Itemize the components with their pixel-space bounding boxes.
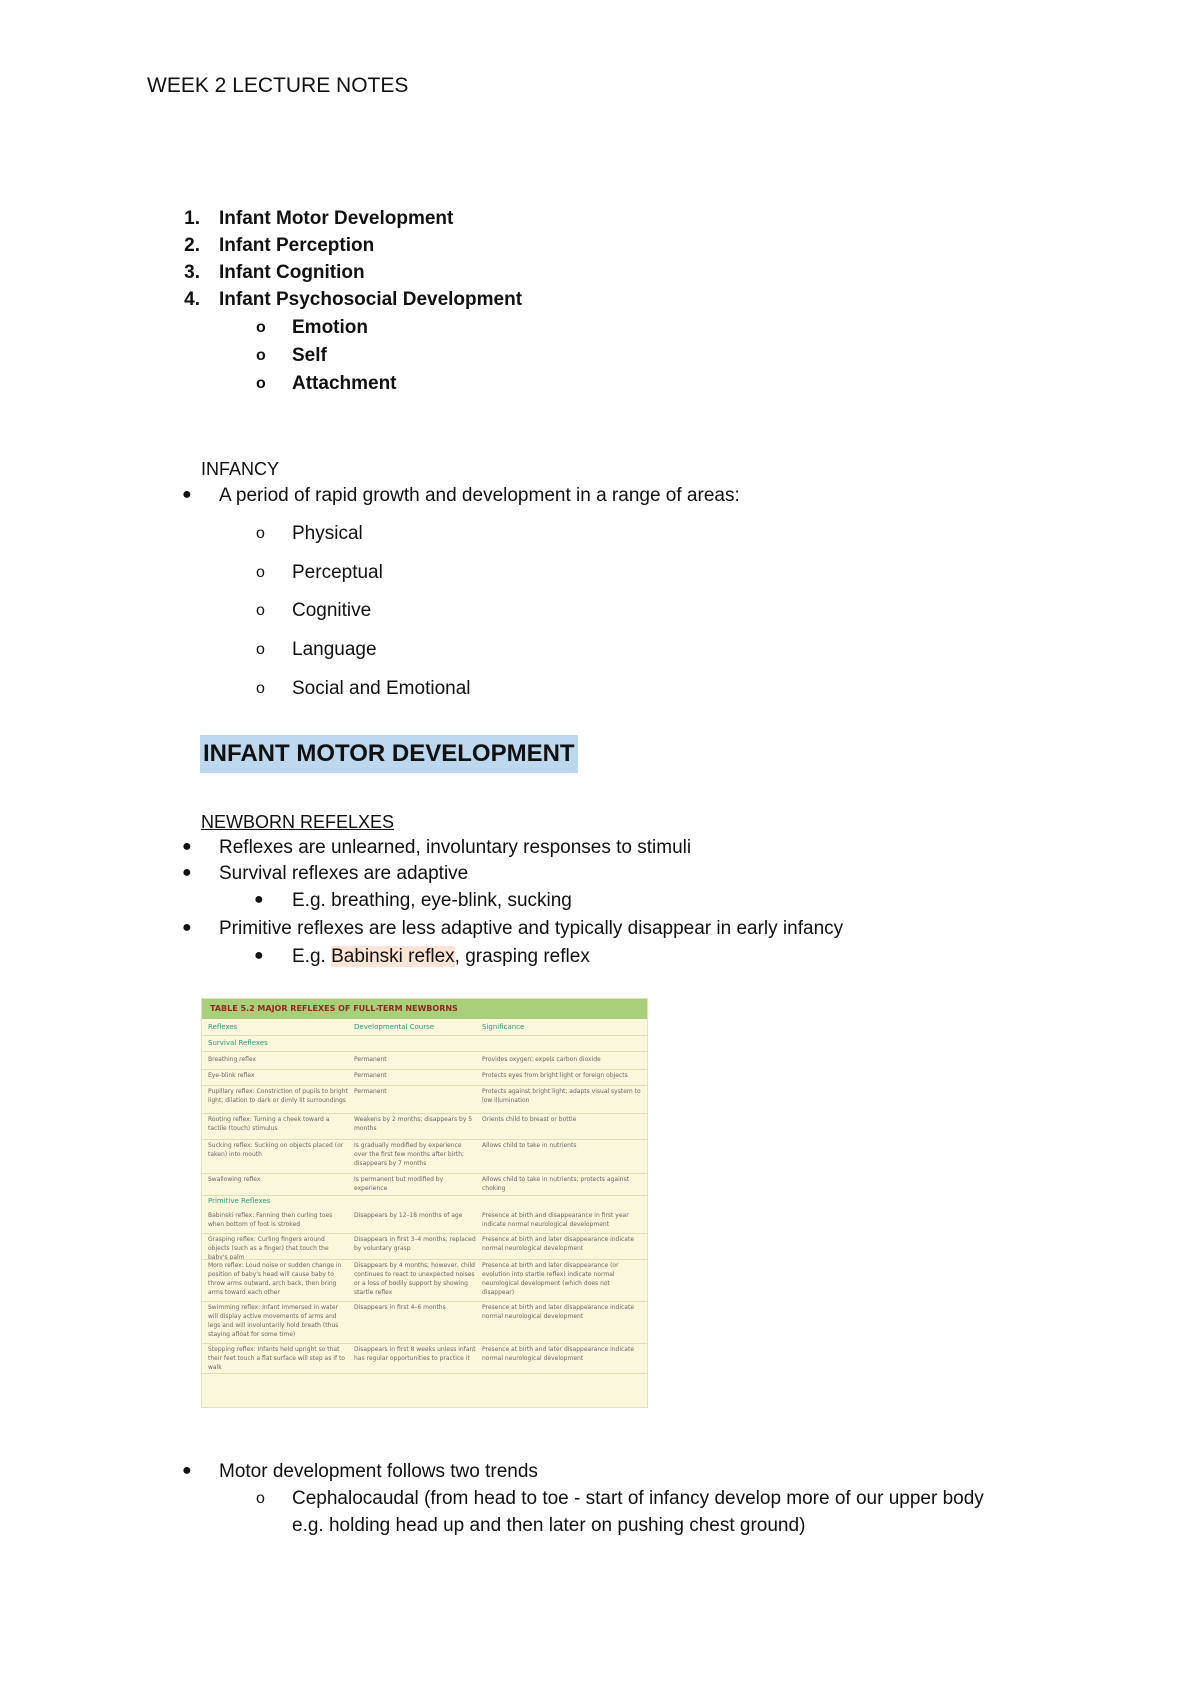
bullet-icon: ● — [182, 864, 192, 881]
primitive-row-cell: Presence at birth and later disappearance indicate normal neurological development — [482, 1236, 635, 1252]
topic-number: 4. — [184, 289, 200, 310]
survival-row-cell: Weakens by 2 months; disappears by 5 months — [354, 1116, 473, 1132]
bullet-icon: ● — [182, 838, 192, 855]
infancy-heading: INFANCY — [201, 459, 280, 479]
topic-item: Infant Cognition — [219, 262, 365, 283]
survival-row-cell: Allows child to take in nutrients; protects against choking — [482, 1176, 630, 1192]
primitive-row-cell: Swimming reflex: Infant immersed in water will display active movements of arms and legs and will involuntarily hold breath (thus staying afloat for some time) — [208, 1304, 339, 1338]
bullet-icon: ● — [254, 891, 264, 908]
infancy-intro: A period of rapid growth and development in a range of areas: — [219, 485, 740, 506]
subtopic-item: Attachment — [292, 373, 397, 394]
primitive-row-cell: Presence at birth and disappearance in first year indicate normal neurological development — [482, 1212, 629, 1228]
survival-row-cell: Protects against bright light; adapts visual system to low illumination — [482, 1088, 641, 1104]
motor-subitem: Cephalocaudal (from head to toe - start of infancy develop more of our upper body — [292, 1488, 984, 1509]
ring-bullet-icon: o — [256, 525, 265, 542]
table-header: Developmental Course — [354, 1023, 435, 1031]
section-heading: INFANT MOTOR DEVELOPMENT — [203, 740, 575, 767]
survival-row-cell: Allows child to take in nutrients — [482, 1142, 577, 1149]
motor-bullet: Motor development follows two trends — [219, 1461, 538, 1482]
survival-row-cell: Sucking reflex: Sucking on objects placed (or taken) into mouth — [208, 1142, 344, 1158]
survival-row-cell: Protects eyes from bright light or foreign objects — [482, 1072, 628, 1079]
primitive-row-cell: Presence at birth and later disappearance indicate normal neurological development — [482, 1304, 635, 1320]
primitive-row-cell: Disappears in first 8 weeks unless infant has regular opportunities to practice it — [354, 1346, 476, 1362]
bullet-icon: ● — [182, 486, 192, 503]
ring-bullet-icon: o — [256, 680, 265, 697]
topic-item: Infant Psychosocial Development — [219, 289, 523, 310]
infancy-area: Physical — [292, 523, 363, 544]
primitive-row-cell: Disappears in first 4–6 months — [354, 1304, 446, 1311]
primitive-row-cell: Presence at birth and later disappearance indicate normal neurological development — [482, 1346, 635, 1362]
newborn-heading: NEWBORN REFELXES — [201, 812, 395, 832]
infancy-area: Social and Emotional — [292, 678, 471, 699]
ring-bullet-icon: o — [256, 347, 266, 364]
topic-number: 2. — [184, 235, 200, 256]
highlighted-term: Babinski reflex — [331, 946, 455, 967]
newborn-bullet: Survival reflexes are adaptive — [219, 863, 469, 884]
bullet-icon: ● — [182, 919, 192, 936]
newborn-bullet: Reflexes are unlearned, involuntary responses to stimuli — [219, 837, 692, 858]
table-section-label: Primitive Reflexes — [208, 1197, 271, 1205]
topic-number: 3. — [184, 262, 200, 283]
bullet-icon: ● — [254, 947, 264, 964]
topic-item: Infant Motor Development — [219, 208, 454, 229]
primitive-row-cell: Disappears by 4 months; however, child continues to react to unexpected noises or a loss of bodily support by showing startle reflex — [354, 1262, 475, 1296]
survival-row-cell: Eye-blink reflex — [208, 1072, 255, 1079]
ring-bullet-icon: o — [256, 1490, 265, 1507]
primitive-row-cell: Moro reflex: Loud noise or sudden change in position of baby's head will cause baby to throw arms outward, arch back, then bring arms toward each other — [208, 1262, 342, 1296]
survival-row-cell: Is gradually modified by experience over the first few months after birth; disappears by 7 months — [354, 1142, 465, 1167]
page-title: WEEK 2 LECTURE NOTES — [147, 74, 409, 97]
infancy-area: Perceptual — [292, 562, 383, 583]
primitive-row-cell: Disappears by 12–18 months of age — [354, 1212, 463, 1219]
primitive-row-cell: Disappears in first 3–4 months; replaced by voluntary grasp — [354, 1236, 476, 1252]
survival-row-cell: Swallowing reflex — [208, 1176, 261, 1183]
table-header: Significance — [482, 1023, 525, 1031]
newborn-bullet: Primitive reflexes are less adaptive and typically disappear in early infancy — [219, 918, 844, 939]
newborn-example: E.g. Babinski reflex, grasping reflex — [292, 946, 590, 967]
topic-number: 1. — [184, 208, 200, 229]
survival-row-cell: Provides oxygen; expels carbon dioxide — [482, 1056, 601, 1063]
primitive-row-cell: Babinski reflex: Fanning then curling toes when bottom of foot is stroked — [208, 1212, 333, 1228]
motor-subitem-cont: e.g. holding head up and then later on pushing chest ground) — [292, 1515, 806, 1536]
ring-bullet-icon: o — [256, 641, 265, 658]
subtopic-item: Emotion — [292, 317, 368, 338]
ring-bullet-icon: o — [256, 602, 265, 619]
newborn-example: E.g. breathing, eye-blink, sucking — [292, 890, 572, 911]
survival-row-cell: Rooting reflex: Turning a cheek toward a tactile (touch) stimulus — [208, 1116, 330, 1132]
bullet-icon: ● — [182, 1462, 192, 1479]
topic-item: Infant Perception — [219, 235, 375, 256]
primitive-row-cell: Grasping reflex: Curling fingers around objects (such as a finger) that touch the baby's palm — [208, 1236, 329, 1259]
table-header: Reflexes — [208, 1023, 238, 1031]
ring-bullet-icon: o — [256, 564, 265, 581]
survival-row-cell: Permanent — [354, 1056, 387, 1063]
primitive-row-cell: Presence at birth and later disappearance (or evolution into startle reflex) indicate normal neurological development (which does not disappear) — [482, 1262, 619, 1296]
survival-row-cell: Is permanent but modified by experience — [354, 1176, 444, 1192]
ring-bullet-icon: o — [256, 375, 266, 392]
survival-row-cell: Breathing reflex — [208, 1056, 257, 1063]
subtopic-item: Self — [292, 345, 327, 366]
survival-row-cell: Pupillary reflex: Constriction of pupils to bright light; dilation to dark or dimly lit surroundings — [208, 1088, 348, 1104]
reflex-table-image — [201, 998, 648, 1408]
survival-row-cell: Orients child to breast or bottle — [482, 1116, 577, 1123]
ring-bullet-icon: o — [256, 319, 266, 336]
infancy-area: Language — [292, 639, 377, 660]
table-section-label: Survival Reflexes — [208, 1039, 268, 1047]
survival-row-cell: Permanent — [354, 1072, 387, 1079]
infancy-area: Cognitive — [292, 600, 372, 621]
primitive-row-cell: Stepping reflex: Infants held upright so that their feet touch a flat surface will step as if to walk — [208, 1346, 345, 1371]
survival-row-cell: Permanent — [354, 1088, 387, 1095]
table-caption: TABLE 5.2 MAJOR REFLEXES OF FULL-TERM NEWBORNS — [202, 999, 647, 1019]
